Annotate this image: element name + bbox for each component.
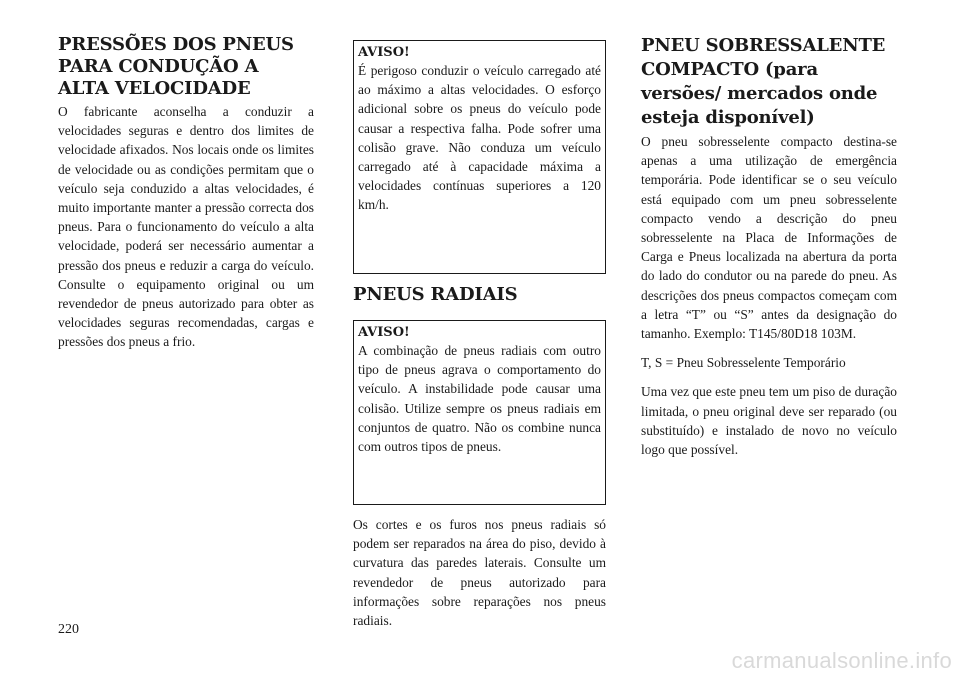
compact-spare-heading: PNEU SOBRESSALENTE COMPACTO (para versões/ mercados onde esteja disponível) [641,35,886,128]
column-3 [641,34,897,459]
column-1 [58,34,314,352]
compact-spare-paragraph-3: Uma vez que este pneu tem um piso de duração limitada, o pneu original deve ser reparado (ou substituído) e instalado de novo no veículo logo que possível. [641,384,897,458]
radial-tires-heading: PNEUS RADIAIS [353,284,518,305]
high-speed-tire-pressure-paragraph: O fabricante aconselha a conduzir a velocidades seguras e dentro dos limites de velocidade afixados. Nos locais onde os limites de velocidade ou as condições permitam que o veículo seja conduzido a altas velocidades, é muito importante manter a pressão correcta dos pneus. Para o funcionamento do veículo a alta velocidade, poderá ser necessário aumentar a pressão dos pneus e reduzir a carga do veículo. Consulte o equipamento original ou um revendedor de pneus autorizado para obter as velocidades seguras recomendadas, cargas e pressões dos pneus a frio. [58,104,314,350]
warning-label: AVISO! [358,45,410,60]
warning-text: A combinação de pneus radiais com outro tipo de pneus agrava o comportamento do veículo. A instabilidade pode causar uma colisão. Utilize sempre os pneus radiais em conjuntos de quatro. Não os combine nunca com outros tipos de pneus. [358,343,601,455]
radial-tires-paragraph: Os cortes e os furos nos pneus radiais só podem ser reparados na área do piso, devido à curvatura das paredes laterais. Consulte um revendedor de pneus autorizado para informações sobre reparações nos pneus radiais. [353,517,606,629]
warning-box-radial [353,320,606,505]
warning-label: AVISO! [358,325,410,340]
warning-text: É perigoso conduzir o veículo carregado até ao máximo a altas velocidades. O esforço adicional sobre os pneus do veículo pode causar a respectiva falha. Pode sofrer uma colisão grave. Não conduza um veículo carregado até à capacidade máxima a velocidades contínuas superiores a 120 km/h. [358,63,601,213]
page-number: 220 [58,622,79,637]
compact-spare-paragraph-2: T, S = Pneu Sobresselente Temporário [641,355,846,371]
compact-spare-paragraph-1: O pneu sobresselente compacto destina-se apenas a uma utilização de emergência temporária. Pode identificar se o seu veículo está equipado com um pneu sobresselente compacto vendo a descrição do pneu sobresselente na Placa de Informações de Carga e Pneus localizada na abertura da porta do lado do condutor ou na parede do pneu. As descrições dos pneus compactos começam com a letra “T” ou “S” antes da designação do tamanho. Exemplo: T145/80D18 103M. [641,134,897,342]
warning-box-high-speed [353,40,606,274]
watermark: carmanualsonline.info [731,648,952,673]
high-speed-tire-pressure-heading: PRESSÕES DOS PNEUS PARA CONDUÇÃO A ALTA VELOCIDADE [58,34,294,99]
